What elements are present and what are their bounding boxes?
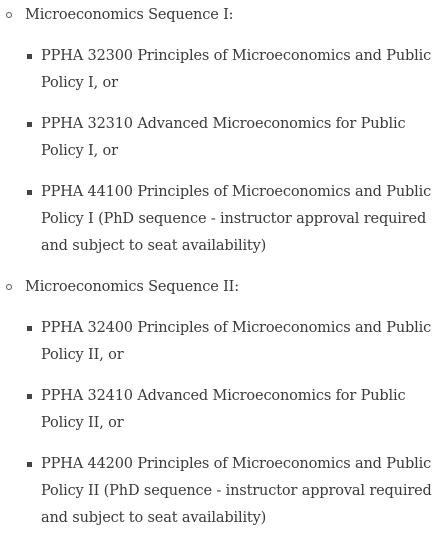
course-text: PPHA 32310 Advanced Microeconomics for Public Policy I, or xyxy=(41,116,406,159)
sequence-heading xyxy=(0,2,436,29)
course-text: PPHA 44100 Principles of Microeconomics and Public Policy I (PhD sequence - instructor approval required and subject to seat availability) xyxy=(41,184,432,254)
sequence-heading xyxy=(0,274,436,301)
sequence-label: Microeconomics Sequence II: xyxy=(25,279,239,295)
course-text: PPHA 32300 Principles of Microeconomics and Public Policy I, or xyxy=(41,48,432,91)
course-text: PPHA 32400 Principles of Microeconomics and Public Policy II, or xyxy=(41,320,432,363)
course-item xyxy=(0,179,436,260)
course-item xyxy=(0,383,436,437)
square-bullet-icon xyxy=(27,54,32,59)
course-list xyxy=(0,43,436,260)
circle-bullet-icon xyxy=(6,12,12,18)
course-text: PPHA 44200 Principles of Microeconomics and Public Policy II (PhD sequence - instructor approval required and subject to seat availability) xyxy=(41,456,432,526)
square-bullet-icon xyxy=(27,190,32,195)
course-list xyxy=(0,315,436,532)
course-text: PPHA 32410 Advanced Microeconomics for Public Policy II, or xyxy=(41,388,406,431)
circle-bullet-icon xyxy=(6,284,12,290)
sequence-item xyxy=(0,2,436,260)
square-bullet-icon xyxy=(27,326,32,331)
sequence-label: Microeconomics Sequence I: xyxy=(25,7,234,23)
course-item xyxy=(0,111,436,165)
square-bullet-icon xyxy=(27,122,32,127)
course-item xyxy=(0,315,436,369)
course-item xyxy=(0,43,436,97)
square-bullet-icon xyxy=(27,462,32,467)
square-bullet-icon xyxy=(27,394,32,399)
sequence-item xyxy=(0,274,436,532)
course-item xyxy=(0,451,436,532)
